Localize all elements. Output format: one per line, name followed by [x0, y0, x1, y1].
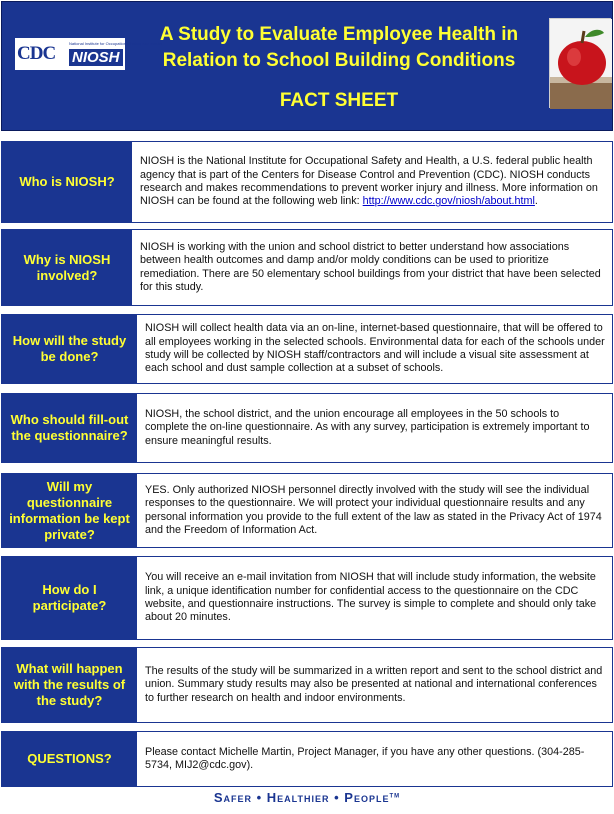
faq-question: How will the study be done? — [2, 315, 137, 383]
faq-row-how-done — [1, 314, 613, 384]
cdc-niosh-logo — [14, 37, 162, 71]
fact-sheet-header — [1, 1, 613, 131]
niosh-logo-small-text: National Institute for Occupational Safety and Health — [69, 41, 162, 46]
faq-row-kept-private — [1, 473, 613, 548]
faq-row-questions — [1, 731, 613, 787]
faq-answer: Please contact Michelle Martin, Project Manager, if you have any other questions. (304-285-5734, MIJ2@cdc.gov). — [145, 745, 585, 771]
faq-row-results — [1, 647, 613, 723]
faq-answer-period: . — [534, 195, 538, 208]
faq-question: Why is NIOSH involved? — [2, 230, 132, 305]
footer-trademark: TM — [389, 793, 401, 800]
faq-answer: NIOSH, the school district, and the union encourage all employees in the 50 schools to complete the on-line questionnaire. As with any survey, participation is extremely important to ensure meaningful results. — [145, 407, 590, 447]
faq-answer: NIOSH will collect health data via an on-line, internet-based questionnaire, that will be offered to all employees working in the selected schools. Environmental data for each of the schools under study will be collected by NIOSH staff/contractors and will include a visual site assessment at each school and dust sample collection at a subset of schools. — [145, 322, 605, 375]
faq-question: Who should fill-out the questionnaire? — [2, 394, 137, 462]
niosh-logo-text: NIOSH — [69, 49, 123, 66]
faq-answer — [133, 142, 612, 222]
page-title-line-1: A Study to Evaluate Employee Health in — [159, 24, 519, 45]
page-subtitle: FACT SHEET — [279, 90, 399, 111]
faq-row-who-should-fill-out — [1, 393, 613, 463]
apple-image — [549, 18, 611, 108]
faq-answer: YES. Only authorized NIOSH personnel directly involved with the study will see the individual responses to the questionnaire. We will protect your individual questionnaire results and any personal information you provide to the full extent of the law as stated in the Privacy Act of 1974 and the Freedom of Information Act. — [145, 483, 602, 536]
footer-slogan — [0, 790, 614, 805]
cdc-logo-text: CDC — [17, 43, 56, 64]
faq-answer-body: NIOSH is the National Institute for Occupational Safety and Health, a U.S. federal public health agency that is part of the Centers for Disease Control and Prevention (CDC). NIOSH conducts research and makes recommendations to prevent worker injury and illness. More information on NIOSH can be found at the following web link: — [140, 155, 598, 208]
faq-row-who-is-niosh — [1, 141, 613, 223]
faq-question: Will my questionnaire information be kept private? — [2, 474, 137, 547]
faq-answer: You will receive an e-mail invitation from NIOSH that will include study information, the website link, a unique identification number for confidential access to the questionnaire on the CDC website, and questionnaire instructions. The survey is simple to complete and should only take about 20 minutes. — [145, 571, 597, 624]
niosh-about-link[interactable]: http://www.cdc.gov/niosh/about.html — [362, 195, 535, 208]
faq-question: How do I participate? — [2, 557, 137, 639]
faq-question: What will happen with the results of the study? — [2, 648, 137, 722]
page-title-line-2: Relation to School Building Conditions — [162, 50, 516, 71]
faq-question: Who is NIOSH? — [2, 142, 132, 222]
apple-icon — [550, 19, 612, 109]
faq-answer: The results of the study will be summarized in a written report and sent to the school district and union. Summary study results may also be presented at national and international conferences to further research on health and indoor environments. — [145, 664, 603, 704]
niosh-logo — [67, 40, 162, 68]
faq-row-why-involved — [1, 229, 613, 306]
faq-row-how-participate — [1, 556, 613, 640]
footer-slogan-text: Safer • Healthier • People — [213, 790, 390, 805]
faq-answer-text — [140, 155, 605, 209]
faq-answer: NIOSH is working with the union and school district to better understand how associations between health outcomes and damp and/or moldy conditions can be used to prioritize remediation. There are 50 elementary school buildings from your district that have been selected for this study. — [140, 240, 601, 293]
page-title — [134, 22, 544, 74]
faq-question: QUESTIONS? — [2, 732, 137, 786]
